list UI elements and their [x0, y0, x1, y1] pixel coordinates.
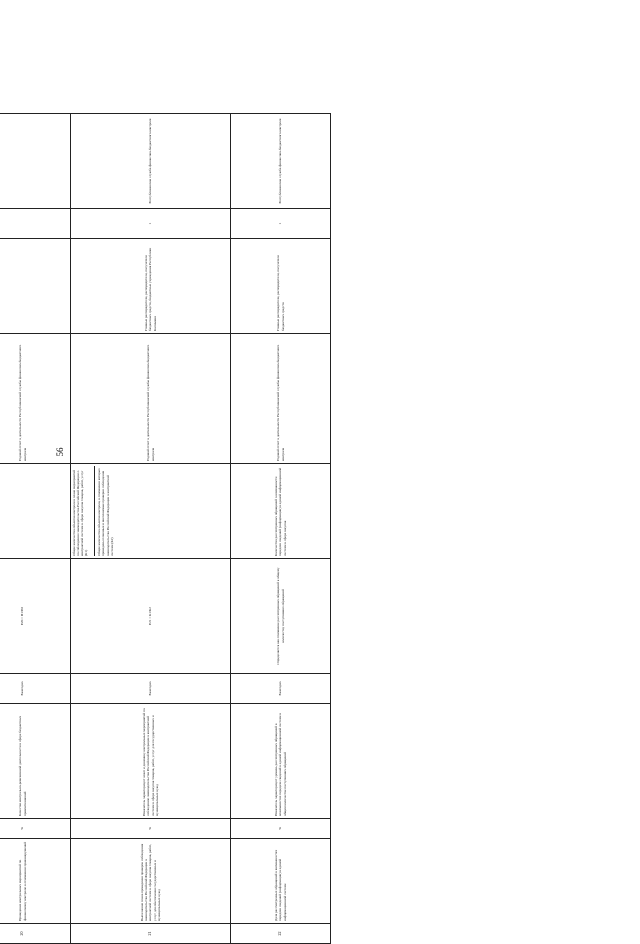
row-number: 22: [231, 924, 331, 944]
indicator-coverage: 1: [231, 209, 331, 239]
table-row: [231, 114, 331, 944]
indicator-method: Годовой отчет о деятельности Республиканской службы финансово-бюджетного контроля: [231, 334, 331, 464]
row-number: 20: [0, 924, 71, 944]
base-indicator: Количество рассмотренных обращений о возможности передачи сведений (информации) в единой информационной системе в сфере закупок: [274, 467, 287, 556]
indicator-definition: Качество контрольно-ревизионной деятельности в сфере бюджетных правоотношений: [0, 704, 71, 819]
indicator-responsible: Республиканская служба финансово-бюджетного контроля: [231, 114, 331, 209]
indicator-object: Главные распорядители, распорядители, получатели бюджетных средств: [231, 239, 331, 334]
indicator-unit: %: [231, 819, 331, 839]
indicator-method: Годовой отчет о деятельности Республиканской службы финансово-бюджетного контроля: [0, 334, 71, 464]
indicator-definition: Показатель характеризует охват и динамику контрольных мероприятий по соблюдению законодательства Российской Федерации о контрактной системе в сфере закупок товаров, работ, услуг для государственных и муниципальных нужд: [71, 704, 231, 819]
indicator-object: [0, 239, 71, 334]
indicator-base: [0, 464, 71, 559]
indicator-time: Ежегодно: [231, 674, 331, 704]
indicator-name: Доля рассмотренных обращений в возможностях передачи сведений (информации) в единой информационной системе: [231, 839, 331, 924]
indicator-object: Главные распорядители, распорядители, получатели бюджетных средств, бюджетные учреждения Республики Калмыкия: [71, 239, 231, 334]
indicators-table: [0, 113, 331, 944]
indicator-coverage: [0, 209, 71, 239]
indicator-base: [231, 464, 331, 559]
indicator-method: Годовой отчет о деятельности Республиканской службы финансово-бюджетного контроля: [71, 334, 231, 464]
indicator-responsible: Республиканская служба финансово-бюджетного контроля: [71, 114, 231, 209]
indicator-name: Проведение контрольных мероприятий по финансовому контролю в отношении правонарушений: [0, 839, 71, 924]
base-indicator: Общее количество объектов контроля, в отношении которых проведены плановые и внеплановые проверки соблюдения законодательства Российской Федерации о контрактной системе (К2): [94, 466, 113, 556]
indicator-formula: Е20 = П1/П2: [0, 559, 71, 674]
indicator-formula: Определяется как отношение рассмотренных обращений к общему количеству поступивших обращений: [231, 559, 331, 674]
indicator-base: [71, 464, 231, 559]
indicator-coverage: 1: [71, 209, 231, 239]
table-row: [71, 114, 231, 944]
indicator-formula: Е21 = К1/К2: [71, 559, 231, 674]
indicator-unit: %: [71, 819, 231, 839]
table-row: [0, 114, 71, 944]
indicator-time: Ежегодно: [71, 674, 231, 704]
indicator-name: Выполнение плана проведения проверок соблюдения законодательства Российской Федерации о контрактной системе в сфере закупок товаров, работ, услуг для обеспечения государственных и муниципальных нужд: [71, 839, 231, 924]
indicator-time: Ежегодно: [0, 674, 71, 704]
indicator-responsible: [0, 114, 71, 209]
base-indicator: Общее количество объектов контроля в плане мероприятий по соблюдению законодательства Российской Федерации о контрактной системе в сфере закупок товаров, работ, услуг (К1): [72, 469, 89, 556]
rotated-table-container: [0, 114, 374, 944]
row-number: 21: [71, 924, 231, 944]
indicator-unit: %: [0, 819, 71, 839]
indicator-definition: Показатель характеризует уровень рассмотренных обращений в возможностях передачи сведений в единой информационной системе в общем количестве поступивших обращений: [231, 704, 331, 819]
page-number: 56: [55, 447, 65, 457]
